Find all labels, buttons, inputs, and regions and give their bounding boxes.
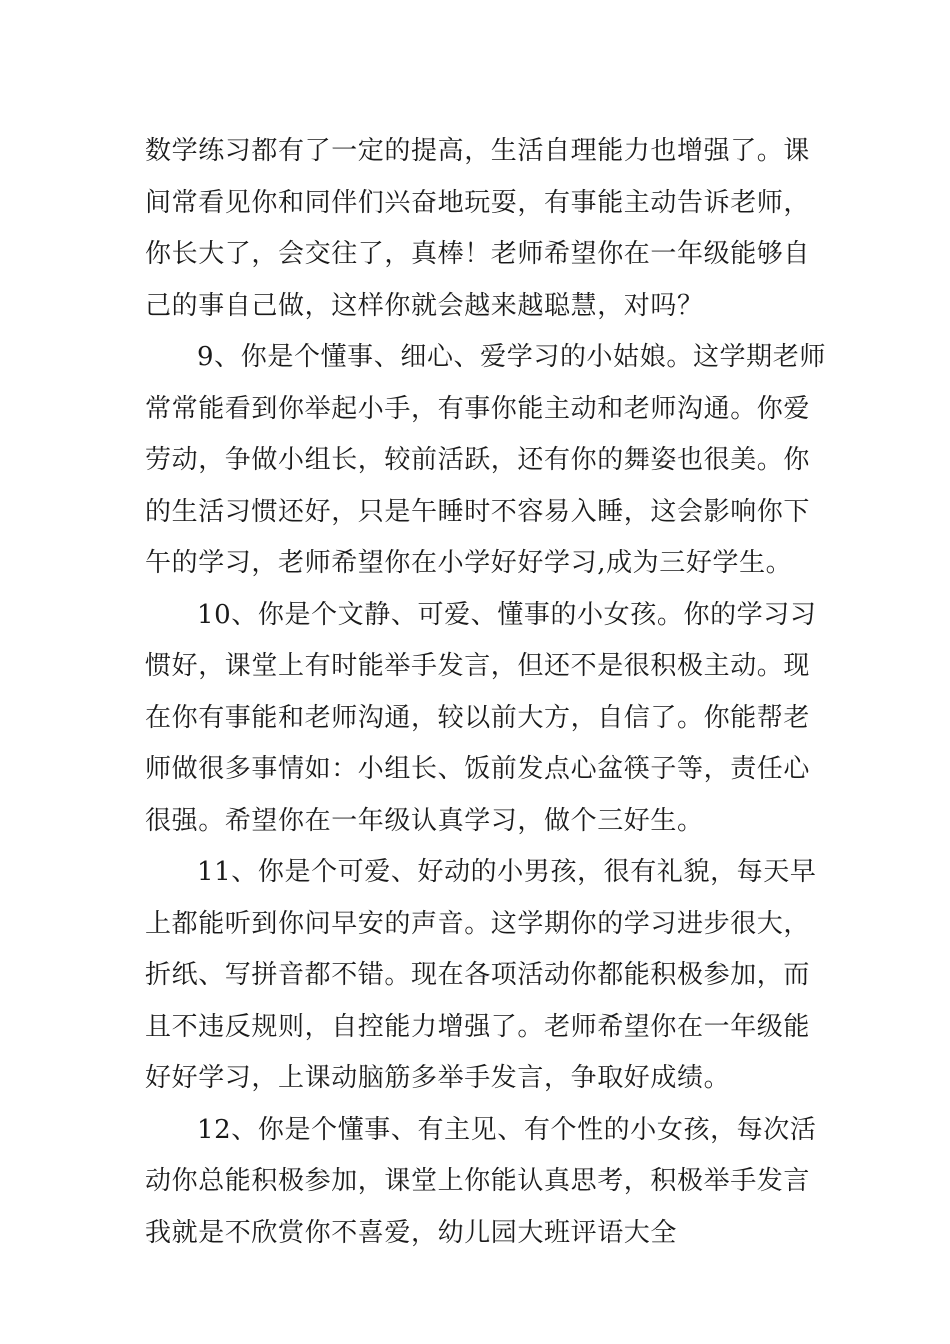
text-line: 劳动，争做小组长，较前活跃，还有你的舞姿也很美。你 bbox=[145, 445, 811, 475]
paragraph-start-line: 9、你是个懂事、细心、爱学习的小姑娘。这学期老师 bbox=[197, 342, 826, 372]
text-line: 且不违反规则，自控能力增强了。老师希望你在一年级能 bbox=[145, 1011, 811, 1042]
text-line: 间常看见你和同伴们兴奋地玩耍，有事能主动告诉老师， bbox=[145, 187, 811, 218]
text-line: 你长大了，会交往了，真棒！老师希望你在一年级能够自 bbox=[145, 239, 811, 269]
text-line: 动你总能积极参加，课堂上你能认真思考，积极举手发言 bbox=[145, 1166, 811, 1196]
body-text bbox=[145, 126, 826, 1259]
text-line: 己的事自己做，这样你就会越来越聪慧，对吗？ bbox=[145, 290, 704, 321]
text-line: 午的学习，老师希望你在小学好好学习,成为三好学生。 bbox=[145, 548, 793, 578]
text-line: 惯好，课堂上有时能举手发言，但还不是很积极主动。现 bbox=[145, 651, 811, 681]
paragraph-start-line: 10、你是个文静、可爱、懂事的小女孩。你的学习习 bbox=[197, 599, 817, 630]
text-line: 我就是不欣赏你不喜爱，幼儿园大班评语大全 bbox=[145, 1217, 678, 1248]
paragraph-start-line: 11、你是个可爱、好动的小男孩，很有礼貌，每天早 bbox=[197, 857, 817, 887]
text-line: 很强。希望你在一年级认真学习，做个三好生。 bbox=[145, 805, 704, 836]
paragraph-start-line: 12、你是个懂事、有主见、有个性的小女孩，每次活 bbox=[197, 1114, 817, 1145]
text-line: 数学练习都有了一定的提高，生活自理能力也增强了。课 bbox=[145, 136, 811, 166]
text-line: 折纸、写拼音都不错。现在各项活动你都能积极参加，而 bbox=[145, 960, 811, 990]
text-line: 上都能听到你问早安的声音。这学期你的学习进步很大， bbox=[145, 908, 811, 939]
text-line: 的生活习惯还好，只是午睡时不容易入睡，这会影响你下 bbox=[145, 496, 811, 527]
text-line: 师做很多事情如：小组长、饭前发点心盆筷子等，责任心 bbox=[145, 754, 811, 784]
text-line: 常常能看到你举起小手，有事你能主动和老师沟通。你爱 bbox=[145, 393, 811, 424]
text-line: 在你有事能和老师沟通，较以前大方，自信了。你能帮老 bbox=[145, 702, 811, 733]
text-line: 好好学习，上课动脑筋多举手发言，争取好成绩。 bbox=[145, 1063, 731, 1093]
